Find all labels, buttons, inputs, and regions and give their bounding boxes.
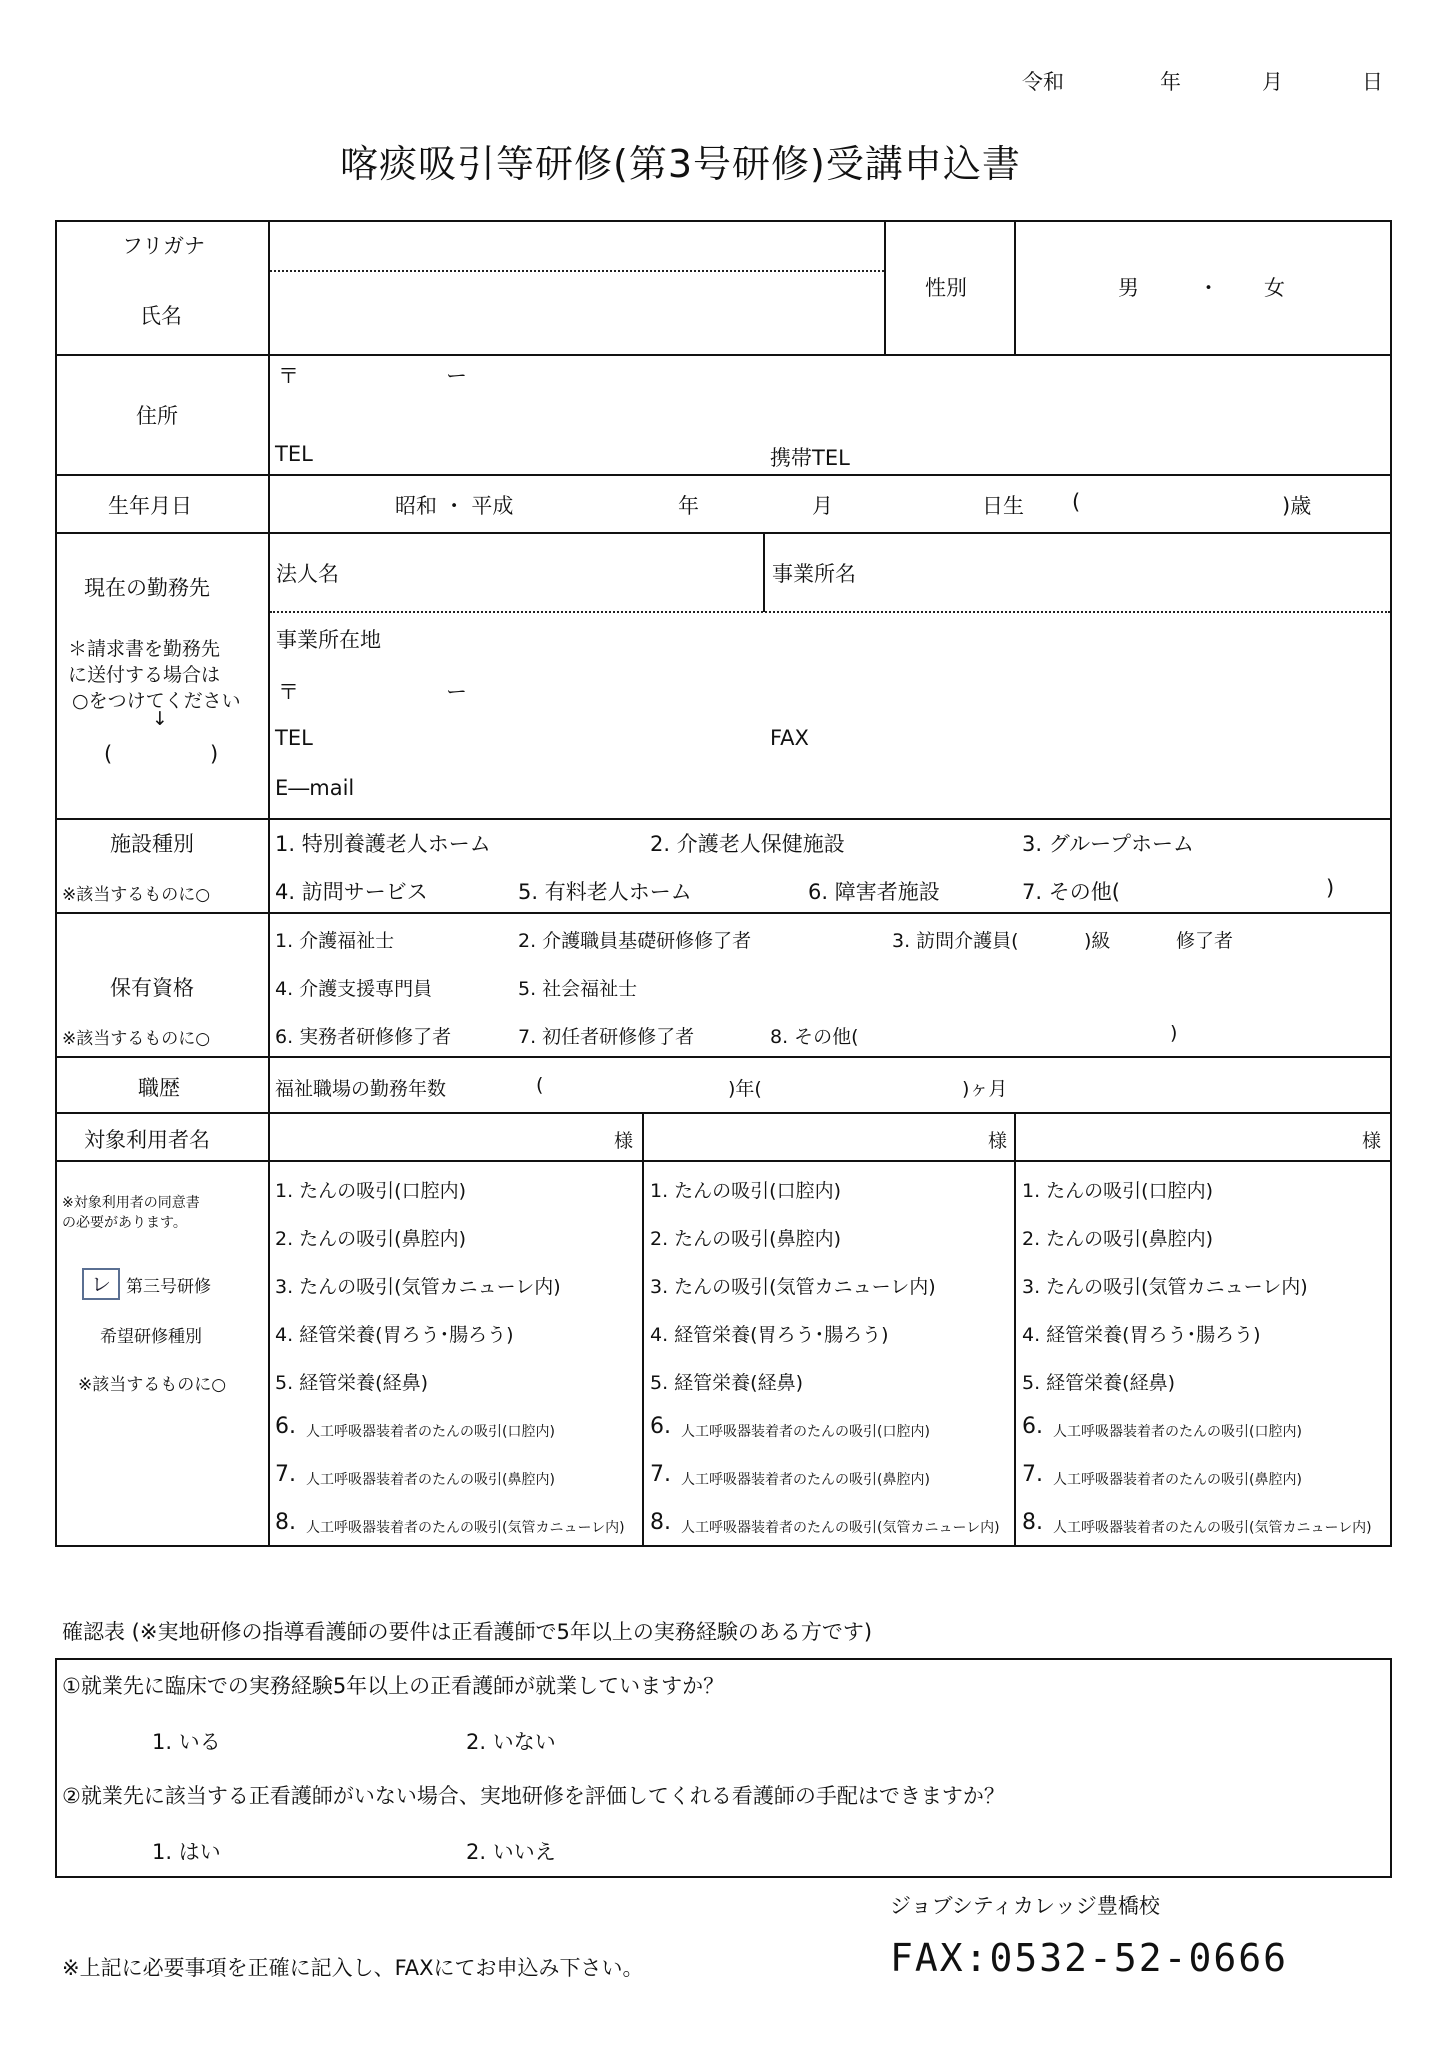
consent-note-1: ※対象利用者の同意書 [62,1195,200,1211]
user-3-option-1[interactable]: 1. たんの吸引(口腔内) [1022,1180,1213,1202]
qualification-option-8-close: ) [1170,1022,1178,1044]
user-1-option-7[interactable]: 人工呼吸器装着者のたんの吸引(鼻腔内) [306,1472,555,1488]
confirm-q1-yes[interactable]: 1. いる [152,1730,221,1754]
address-label: 住所 [136,404,178,428]
page-title: 喀痰吸引等研修(第3号研修)受講申込書 [340,142,1021,186]
user-3-option-7-num: 7. [1022,1462,1043,1487]
user-3-option-4[interactable]: 4. 経管栄養(胃ろう･腸ろう) [1022,1324,1261,1346]
user-1-sama: 様 [614,1130,634,1152]
qualification-option-3-grade: )級 [1084,930,1111,952]
office-name-label: 事業所名 [772,562,856,586]
age-open: ( [1072,490,1081,514]
birth-label: 生年月日 [108,494,192,518]
user-3-option-6[interactable]: 人工呼吸器装着者のたんの吸引(口腔内) [1053,1424,1302,1440]
age-close: )歳 [1282,494,1312,518]
qualification-note: ※該当するものに○ [62,1029,211,1049]
facility-note: ※該当するものに○ [62,885,211,905]
training-type-label: 希望研修種別 [100,1327,202,1347]
user-3-option-3[interactable]: 3. たんの吸引(気管カニューレ内) [1022,1276,1308,1298]
workplace-label: 現在の勤務先 [84,576,210,600]
birth-era-options[interactable]: 昭和 ・ 平成 [395,494,514,518]
third-training-checkbox[interactable]: レ [82,1268,120,1300]
corp-name-label: 法人名 [276,562,339,586]
user-1-option-2[interactable]: 2. たんの吸引(鼻腔内) [275,1228,466,1250]
consent-note-2: の必要があります。 [62,1215,187,1231]
birth-day: 日生 [982,494,1024,518]
facility-option-5[interactable]: 5. 有料老人ホーム [518,880,692,904]
date-month: 月 [1262,70,1283,94]
user-1-option-6-num: 6. [275,1414,296,1439]
invoice-circle-field[interactable] [120,738,206,776]
qualification-option-3[interactable]: 3. 訪問介護員( [892,930,1019,952]
qualification-option-1[interactable]: 1. 介護福祉士 [275,930,395,952]
fax-number: FAX:0532-52-0666 [890,1936,1289,1980]
office-postal-mark: 〒 [278,680,299,704]
user-1-option-5[interactable]: 5. 経管栄養(経鼻) [275,1372,428,1394]
name-label: 氏名 [140,304,182,328]
confirm-q2-no[interactable]: 2. いいえ [466,1840,556,1864]
furigana-input[interactable] [272,222,882,268]
office-fax-label: FAX [770,726,809,750]
training-type-note: ※該当するものに○ [78,1375,227,1395]
facility-option-6[interactable]: 6. 障害者施設 [808,880,940,904]
qualification-option-7[interactable]: 7. 初任者研修修了者 [518,1026,695,1048]
application-table [55,220,1392,1547]
office-postal-dash: ー [446,680,467,704]
qualification-option-3-suffix: 修了者 [1176,930,1234,952]
gender-male-option[interactable]: 男 [1118,276,1139,300]
facility-label: 施設種別 [110,832,194,856]
qualification-option-4[interactable]: 4. 介護支援専門員 [275,978,433,1000]
confirm-q2: ②就業先に該当する正看護師がいない場合、実地研修を評価してくれる看護師の手配はできますか？ [62,1784,1005,1808]
user-2-option-4[interactable]: 4. 経管栄養(胃ろう･腸ろう) [650,1324,889,1346]
third-training-label: 第三号研修 [126,1277,211,1297]
user-2-option-7[interactable]: 人工呼吸器装着者のたんの吸引(鼻腔内) [681,1472,930,1488]
invoice-paren-close: ) [210,742,219,766]
facility-option-7[interactable]: 7. その他( [1022,880,1120,904]
qualification-option-5[interactable]: 5. 社会福祉士 [518,978,638,1000]
target-users-label: 対象利用者名 [84,1128,210,1152]
user-3-option-7[interactable]: 人工呼吸器装着者のたんの吸引(鼻腔内) [1053,1472,1302,1488]
invoice-note-1: ＊請求書を勤務先 [68,638,221,660]
facility-option-2[interactable]: 2. 介護老人保健施設 [650,832,845,856]
user-3-sama: 様 [1362,1130,1382,1152]
user-1-option-1[interactable]: 1. たんの吸引(口腔内) [275,1180,466,1202]
gender-label: 性別 [925,276,967,300]
career-label: 職歴 [138,1076,180,1100]
career-year-close: )年( [728,1078,762,1100]
career-month-close: )ヶ月 [962,1078,1008,1100]
user-2-option-7-num: 7. [650,1462,671,1487]
user-3-option-8-num: 8. [1022,1510,1043,1535]
user-3-option-6-num: 6. [1022,1414,1043,1439]
address-tel-label: TEL [275,442,313,466]
user-2-option-6-num: 6. [650,1414,671,1439]
user-2-option-8-num: 8. [650,1510,671,1535]
invoice-note-2: に送付する場合は [68,664,221,686]
gender-female-option[interactable]: 女 [1264,276,1285,300]
facility-option-4[interactable]: 4. 訪問サービス [275,880,428,904]
confirm-heading: 確認表 (※実地研修の指導看護師の要件は正看護師で5年以上の実務経験のある方です) [62,1620,873,1644]
user-3-option-8[interactable]: 人工呼吸器装着者のたんの吸引(気管カニューレ内) [1053,1520,1372,1536]
user-3-option-5[interactable]: 5. 経管栄養(経鼻) [1022,1372,1175,1394]
user-1-option-8[interactable]: 人工呼吸器装着者のたんの吸引(気管カニューレ内) [306,1520,625,1536]
user-1-option-4[interactable]: 4. 経管栄養(胃ろう･腸ろう) [275,1324,514,1346]
user-1-option-6[interactable]: 人工呼吸器装着者のたんの吸引(口腔内) [306,1424,555,1440]
user-3-name-input[interactable] [1018,1116,1348,1156]
name-input[interactable] [272,274,882,352]
user-2-sama: 様 [988,1130,1008,1152]
arrow-down-icon: ↓ [152,708,168,730]
office-email-label: E―mail [275,776,355,800]
career-open: ( [536,1074,544,1096]
qualification-option-6[interactable]: 6. 実務者研修修了者 [275,1026,452,1048]
date-year: 年 [1160,70,1181,94]
invoice-paren-open: ( [104,742,113,766]
user-1-option-8-num: 8. [275,1510,296,1535]
user-2-option-5[interactable]: 5. 経管栄養(経鼻) [650,1372,803,1394]
user-2-option-1[interactable]: 1. たんの吸引(口腔内) [650,1180,841,1202]
user-2-option-8[interactable]: 人工呼吸器装着者のたんの吸引(気管カニューレ内) [681,1520,1000,1536]
invoice-note-3: ○をつけてください [72,690,241,712]
qualification-option-8[interactable]: 8. その他( [770,1026,859,1048]
birth-year: 年 [678,494,699,518]
facility-option-3[interactable]: 3. グループホーム [1022,832,1195,856]
user-2-option-6[interactable]: 人工呼吸器装着者のたんの吸引(口腔内) [681,1424,930,1440]
user-3-option-2[interactable]: 2. たんの吸引(鼻腔内) [1022,1228,1213,1250]
postal-dash: ー [446,364,467,388]
qualification-option-2[interactable]: 2. 介護職員基礎研修修了者 [518,930,752,952]
school-name: ジョブシティカレッジ豊橋校 [890,1894,1160,1918]
confirm-q2-yes[interactable]: 1. はい [152,1840,221,1864]
office-tel-label: TEL [275,726,313,750]
mobile-tel-label: 携帯TEL [770,446,850,470]
user-2-name-input[interactable] [646,1116,976,1156]
user-1-option-3[interactable]: 3. たんの吸引(気管カニューレ内) [275,1276,561,1298]
office-address-label: 事業所在地 [276,628,381,652]
user-2-option-2[interactable]: 2. たんの吸引(鼻腔内) [650,1228,841,1250]
date-day: 日 [1362,70,1383,94]
birth-month: 月 [812,494,833,518]
career-years-label: 福祉職場の勤務年数 [275,1078,447,1100]
qualification-label: 保有資格 [110,976,194,1000]
confirm-q1: ①就業先に臨床での実務経験5年以上の正看護師が就業していますか？ [62,1674,725,1698]
facility-option-7-close: ) [1326,876,1335,900]
user-2-option-3[interactable]: 3. たんの吸引(気管カニューレ内) [650,1276,936,1298]
user-1-option-7-num: 7. [275,1462,296,1487]
facility-option-1[interactable]: 1. 特別養護老人ホーム [275,832,491,856]
gender-separator: ・ [1198,276,1219,300]
fax-instruction: ※上記に必要事項を正確に記入し、FAXにてお申込み下さい。 [62,1956,644,1980]
confirm-q1-no[interactable]: 2. いない [466,1730,556,1754]
user-1-name-input[interactable] [272,1116,602,1156]
date-era: 令和 [1022,70,1064,94]
postal-mark: 〒 [278,364,299,388]
furigana-label: フリガナ [122,234,205,258]
